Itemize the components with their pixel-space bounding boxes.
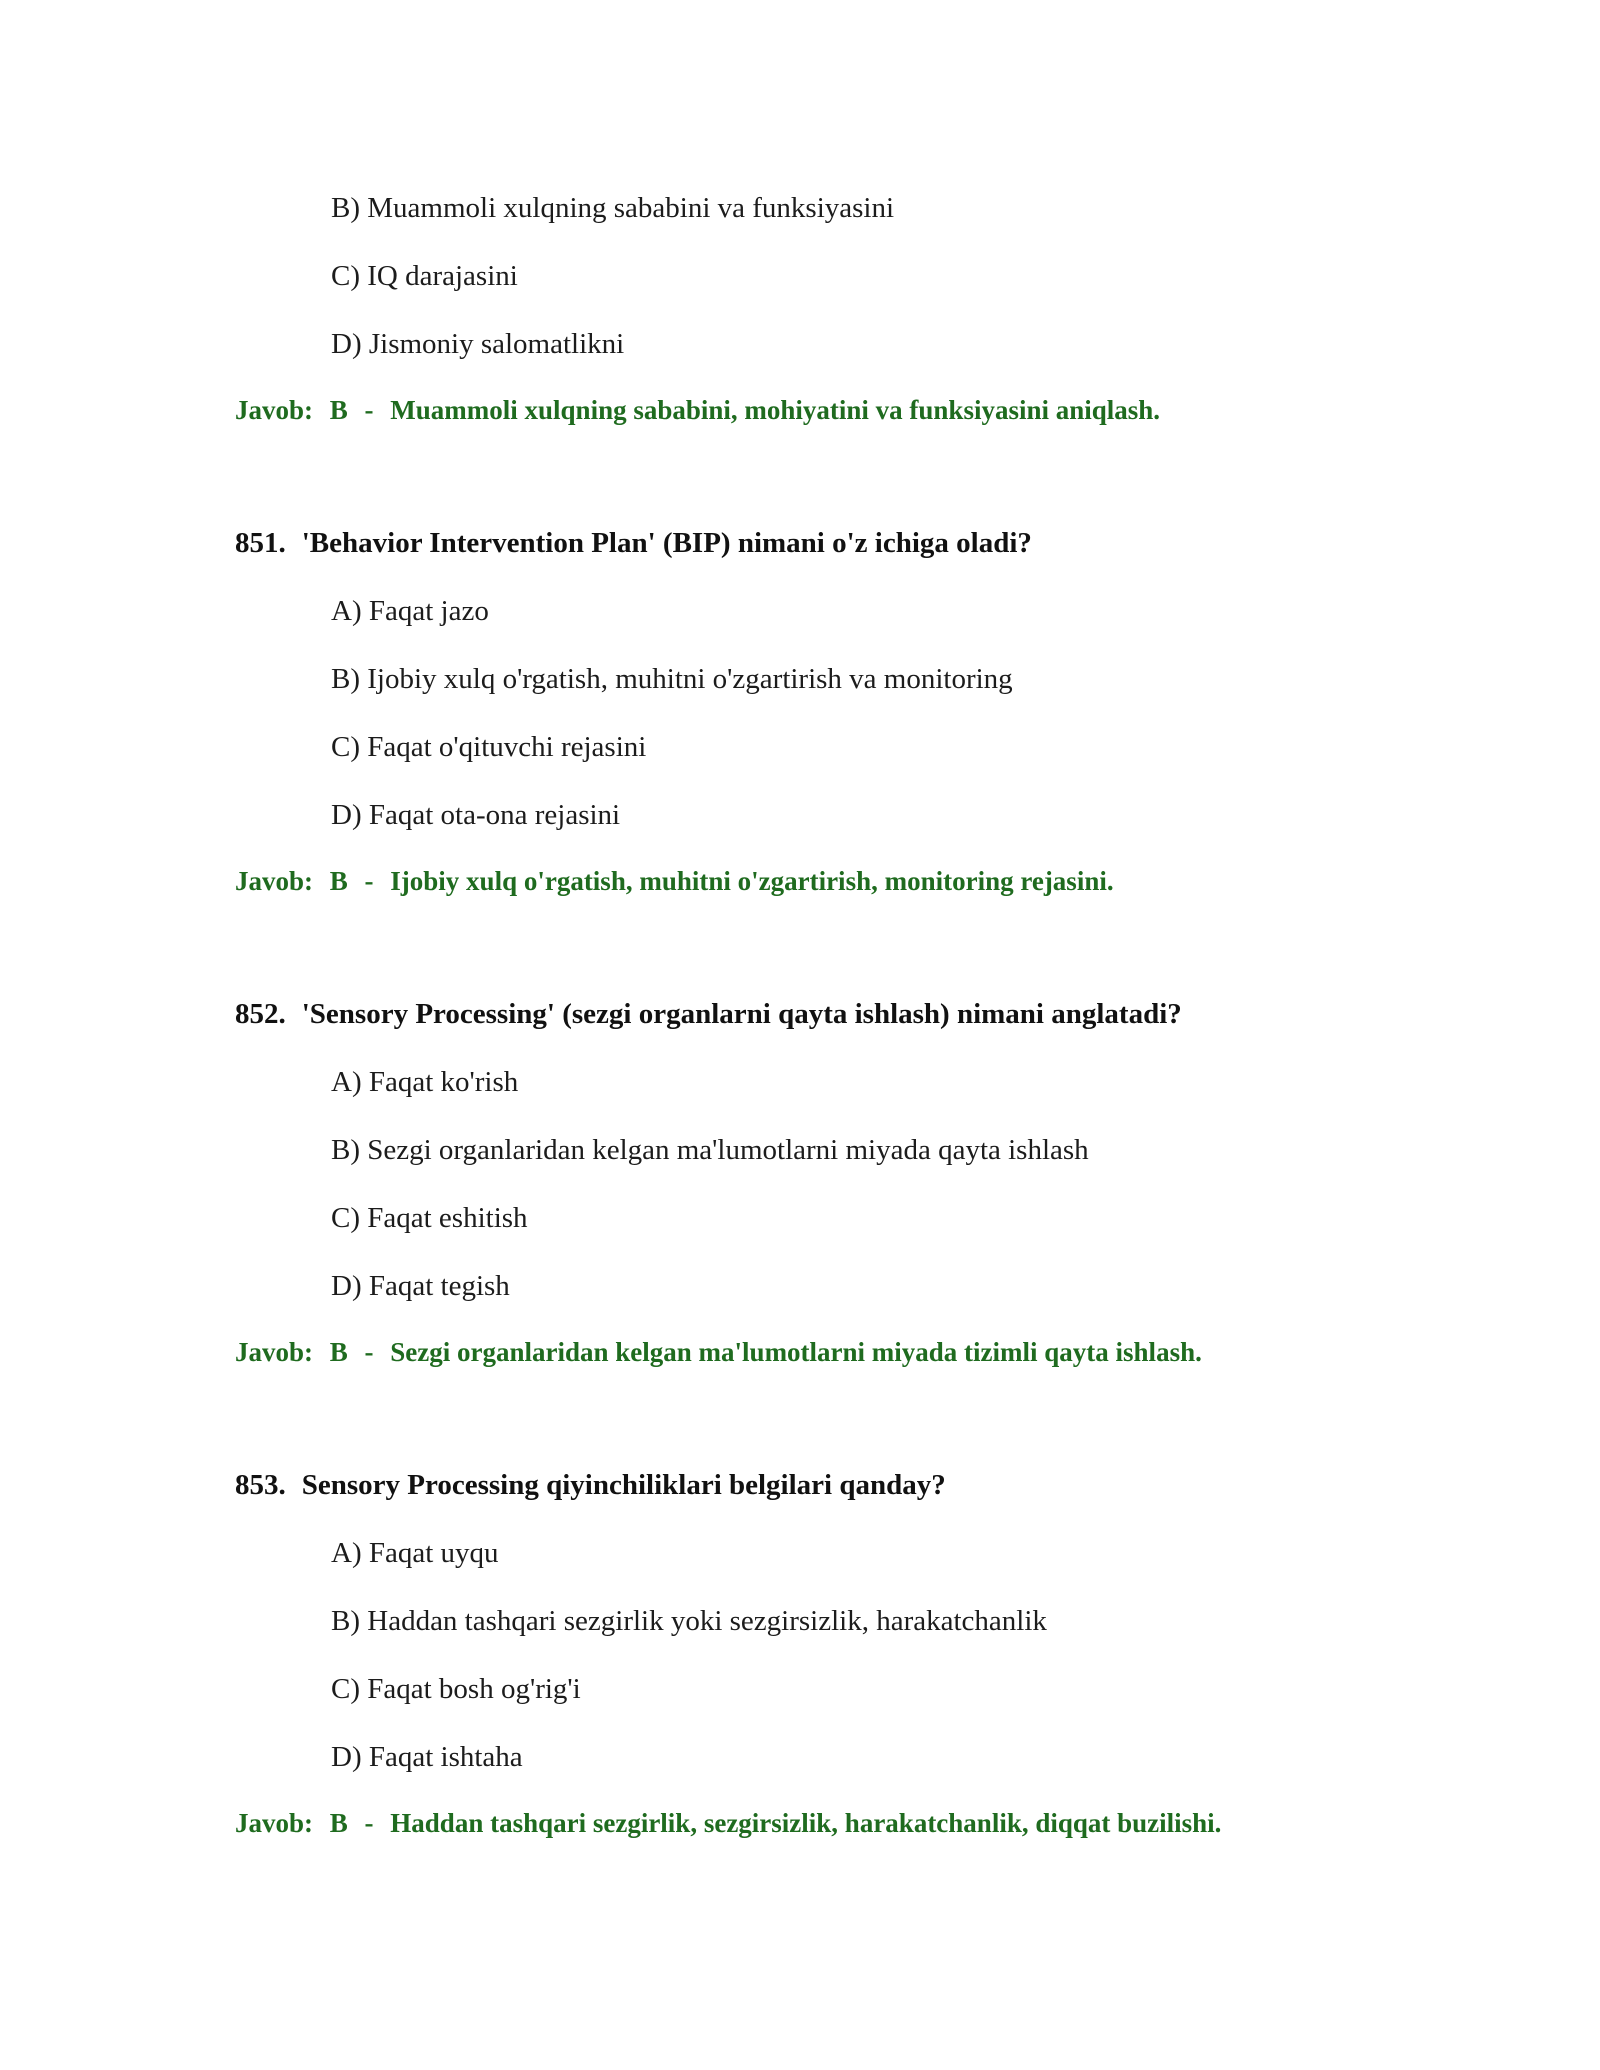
answer-text: Sezgi organlaridan kelgan ma'lumotlarni miyada tizimli qayta ishlash. [390,1337,1202,1367]
answer-label: Javob: [235,395,314,425]
option-b: B) Muammoli xulqning sababini va funksiyasini [331,192,895,224]
answer-separator: - [364,866,374,896]
answer-label: Javob: [235,1337,314,1367]
option-b: B) Haddan tashqari sezgirlik yoki sezgirsizlik, harakatchanlik [331,1605,1047,1637]
answer-letter: B [329,395,348,425]
option-a: A) Faqat uyqu [331,1537,499,1569]
option-d: D) Faqat tegish [331,1270,510,1302]
option-c: C) IQ darajasini [331,260,518,292]
answer-separator: - [364,395,374,425]
answer-line [235,1806,1221,1840]
answer-letter: B [329,1337,348,1367]
option-c: C) Faqat eshitish [331,1202,528,1234]
answer-line [235,864,1114,898]
option-d: D) Faqat ishtaha [331,1741,523,1773]
option-c: C) Faqat bosh og'rig'i [331,1673,581,1705]
answer-text: Haddan tashqari sezgirlik, sezgirsizlik, harakatchanlik, diqqat buzilishi. [390,1808,1222,1838]
question-number: 852. [235,998,286,1030]
option-c: C) Faqat o'qituvchi rejasini [331,731,647,763]
question-number: 851. [235,527,286,559]
question-text: 'Sensory Processing' (sezgi organlarni qayta ishlash) nimani anglatadi? [301,998,1182,1030]
question-852 [235,996,1182,1032]
answer-separator: - [364,1808,374,1838]
answer-letter: B [329,866,348,896]
option-a: A) Faqat jazo [331,595,489,627]
option-a: A) Faqat ko'rish [331,1066,519,1098]
answer-letter: B [329,1808,348,1838]
answer-separator: - [364,1337,374,1367]
answer-label: Javob: [235,866,314,896]
answer-line [235,1335,1202,1369]
option-b: B) Sezgi organlaridan kelgan ma'lumotlarni miyada qayta ishlash [331,1134,1089,1166]
answer-label: Javob: [235,1808,314,1838]
answer-text: Muammoli xulqning sababini, mohiyatini va funksiyasini aniqlash. [390,395,1161,425]
question-851 [235,525,1032,561]
question-text: Sensory Processing qiyinchiliklari belgilari qanday? [301,1469,946,1501]
question-853 [235,1467,946,1503]
option-d: D) Faqat ota-ona rejasini [331,799,621,831]
question-text: 'Behavior Intervention Plan' (BIP) nimani o'z ichiga oladi? [301,527,1032,559]
answer-text: Ijobiy xulq o'rgatish, muhitni o'zgartirish, monitoring rejasini. [390,866,1114,896]
option-d: D) Jismoniy salomatlikni [331,328,625,360]
option-b: B) Ijobiy xulq o'rgatish, muhitni o'zgartirish va monitoring [331,663,1013,695]
answer-line [235,393,1160,427]
question-number: 853. [235,1469,286,1501]
